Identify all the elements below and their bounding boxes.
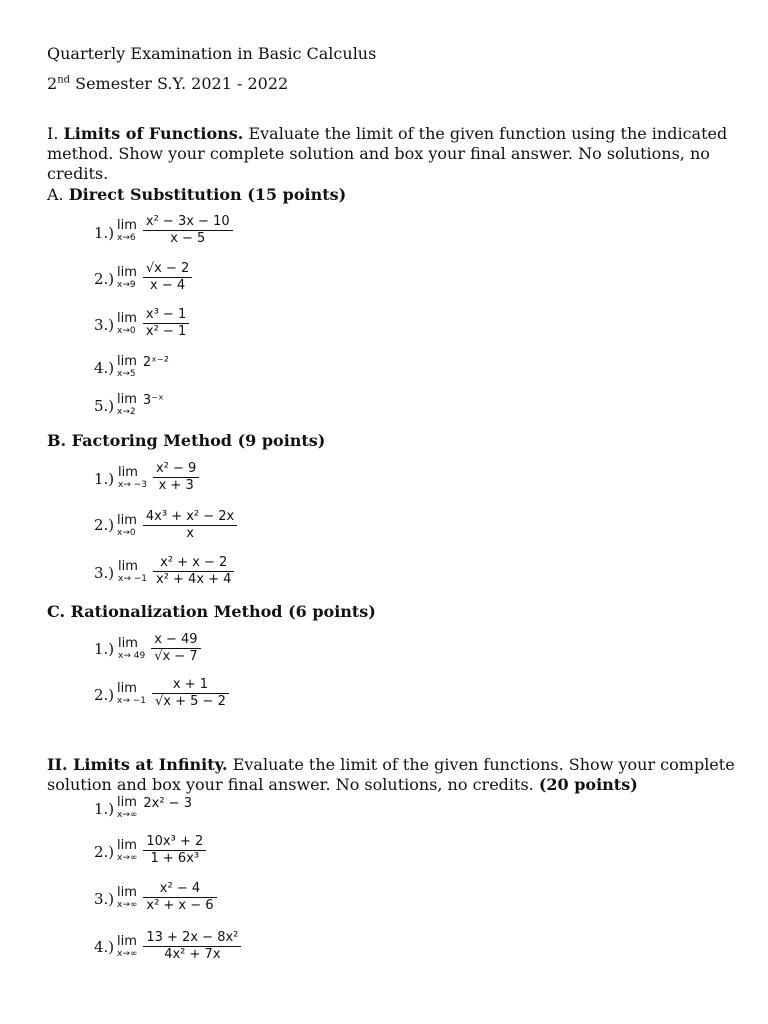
a2-number: 2.) [94, 270, 115, 288]
section-c-heading: C. Rationalization Method (6 points) [47, 602, 376, 621]
exam-title: Quarterly Examination in Basic Calculus [47, 44, 377, 63]
ii1-expression: lim x→∞ 2x² − 3 [117, 795, 192, 820]
c1-expression: lim x→ 49 $\frac{x - 49}{√x - 7}$ [118, 632, 201, 665]
b2-expression: lim x→0 $\frac{\text{4x³ + x² − 2x}}{x}$ [117, 509, 237, 542]
a4-number: 4.) [94, 359, 115, 377]
c1-number: 1.) [94, 640, 115, 658]
ii4-number: 4.) [94, 938, 115, 956]
a3-expression: lim x→0 $\frac{\text{x³ − 1}}{\text{x² − 1}}$ [117, 307, 189, 340]
ii2-number: 2.) [94, 843, 115, 861]
a2-expression: lim x→9 $\frac{√x - 2}{x - 4}$ [117, 261, 192, 294]
a5-number: 5.) [94, 397, 115, 415]
c2-expression: lim x→ −1 $\frac{x + 1}{√x + 5 - 2}$ [117, 677, 229, 710]
a3-number: 3.) [94, 316, 115, 334]
b3-expression: lim x→ −1 $\frac{\text{x² + x − 2}}{\text{x² + 4x + 4}}$ [118, 555, 234, 588]
ii2-expression: lim x→∞ $\frac{\text{10x³ + 2}}{\text{1 + 6x³}}$ [117, 834, 206, 867]
ii1-number: 1.) [94, 800, 115, 818]
semester-line: 2nd Semester S.Y. 2021 - 2022 [47, 74, 289, 93]
b1-number: 1.) [94, 470, 115, 488]
ii4-expression: lim x→∞ $\frac{\text{13 + 2x − 8x²}}{\text{4x² + 7x}}$ [117, 930, 241, 963]
ii3-expression: lim x→∞ $\frac{\text{x² − 4}}{\text{x² + x − 6}}$ [117, 881, 217, 914]
b2-number: 2.) [94, 516, 115, 534]
ii3-number: 3.) [94, 890, 115, 908]
section-b-heading: B. Factoring Method (9 points) [47, 431, 326, 450]
a1-expression: lim x→6 $\frac{\text{x² − 3x − 10}}{x - 5}$ [117, 214, 233, 247]
part1-instructions: I. Limits of Functions. Evaluate the limit of the given function using the indicated method. Show your complete solution and box your final answer. No solutions, no credits. [47, 124, 728, 183]
b3-number: 3.) [94, 564, 115, 582]
a4-expression: lim x→5 2ˣ⁻² [117, 354, 170, 379]
part2-instructions: II. Limits at Infinity. Evaluate the limit of the given functions. Show your complete solution and box your final answer. No solutions, no credits. (20 points) [47, 755, 735, 794]
a5-expression: lim x→2 3⁻ˣ [117, 392, 164, 417]
section-a-heading: A. Direct Substitution (15 points) [47, 185, 347, 204]
a1-number: 1.) [94, 224, 115, 242]
c2-number: 2.) [94, 686, 115, 704]
b1-expression: lim x→ −3 $\frac{\text{x² − 9}}{x + 3}$ [118, 461, 199, 494]
